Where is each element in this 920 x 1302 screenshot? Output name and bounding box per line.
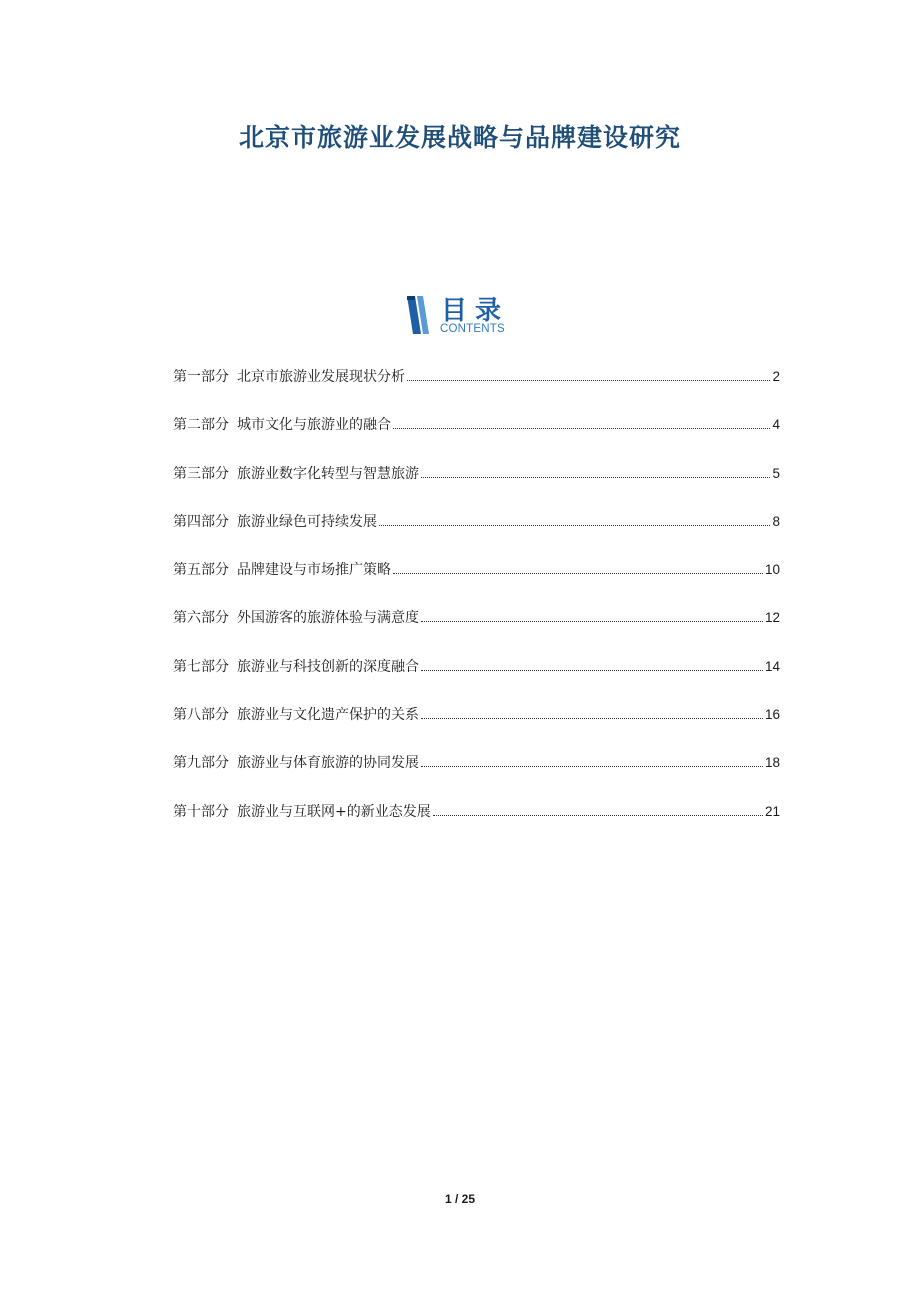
toc-entry-title: 外国游客的旅游体验与满意度 (237, 610, 419, 627)
toc-part-label: 第四部分 (173, 513, 229, 530)
toc-book-icon (405, 294, 431, 336)
toc-page-number: 5 (772, 465, 780, 481)
toc-entry[interactable] (173, 416, 780, 464)
toc-entry-title: 城市文化与旅游业的融合 (237, 417, 391, 434)
toc-page-number: 18 (764, 755, 780, 771)
toc-page-number: 8 (772, 513, 780, 529)
toc-page-number: 2 (772, 369, 780, 384)
toc-part-label: 第八部分 (173, 707, 229, 724)
toc-entry[interactable] (173, 368, 780, 416)
toc-part-label: 第五部分 (173, 562, 229, 579)
toc-entry[interactable] (173, 658, 780, 706)
toc-dot-leader (421, 658, 763, 671)
toc-part-label: 第二部分 (173, 417, 229, 434)
toc-dot-leader (433, 803, 763, 816)
toc-page-number: 16 (764, 707, 780, 723)
toc-entry[interactable] (173, 803, 780, 851)
toc-page-number: 14 (764, 658, 780, 674)
toc-entry-title: 旅游业与互联网+的新业态发展 (237, 803, 431, 820)
toc-dot-leader (379, 513, 770, 526)
toc-part-label: 第十部分 (173, 803, 229, 820)
page-number-footer: 1 / 25 (444, 1192, 476, 1206)
toc-entry-title: 旅游业数字化转型与智慧旅游 (237, 465, 419, 482)
toc-entry[interactable] (173, 465, 780, 513)
toc-dot-leader (393, 416, 770, 429)
toc-part-label: 第九部分 (173, 755, 229, 772)
toc-entry-title: 旅游业绿色可持续发展 (237, 513, 377, 530)
toc-page-number: 10 (764, 562, 780, 578)
toc-dot-leader (421, 754, 763, 767)
toc-entry-title: 旅游业与科技创新的深度融合 (237, 658, 419, 675)
toc-dot-leader (393, 561, 763, 574)
toc-part-label: 第七部分 (173, 658, 229, 675)
toc-dot-leader (421, 706, 763, 719)
toc-entry[interactable] (173, 561, 780, 609)
toc-entry-title: 旅游业与文化遗产保护的关系 (237, 707, 419, 724)
toc-subheading: CONTENTS (440, 323, 505, 335)
toc-page-number: 21 (764, 803, 780, 819)
toc-dot-leader (421, 465, 770, 478)
toc-page-number: 12 (764, 610, 780, 626)
toc-part-label: 第六部分 (173, 610, 229, 627)
toc-heading: 目录 (441, 296, 510, 326)
toc-page-number: 4 (772, 417, 780, 433)
toc-entry[interactable] (173, 609, 780, 657)
toc-part-label: 第一部分 (173, 369, 229, 385)
toc-entry[interactable] (173, 754, 780, 802)
toc-list (173, 368, 780, 851)
toc-dot-leader (421, 609, 763, 622)
toc-entry-title: 北京市旅游业发展现状分析 (237, 369, 405, 385)
document-title: 北京市旅游业发展战略与品牌建设研究 (238, 123, 681, 152)
toc-entry[interactable] (173, 513, 780, 561)
toc-entry[interactable] (173, 706, 780, 754)
toc-part-label: 第三部分 (173, 465, 229, 482)
toc-dot-leader (407, 368, 770, 381)
toc-entry-title: 品牌建设与市场推广策略 (237, 562, 391, 579)
toc-entry-title: 旅游业与体育旅游的协同发展 (237, 755, 419, 772)
toc-header (405, 292, 545, 338)
